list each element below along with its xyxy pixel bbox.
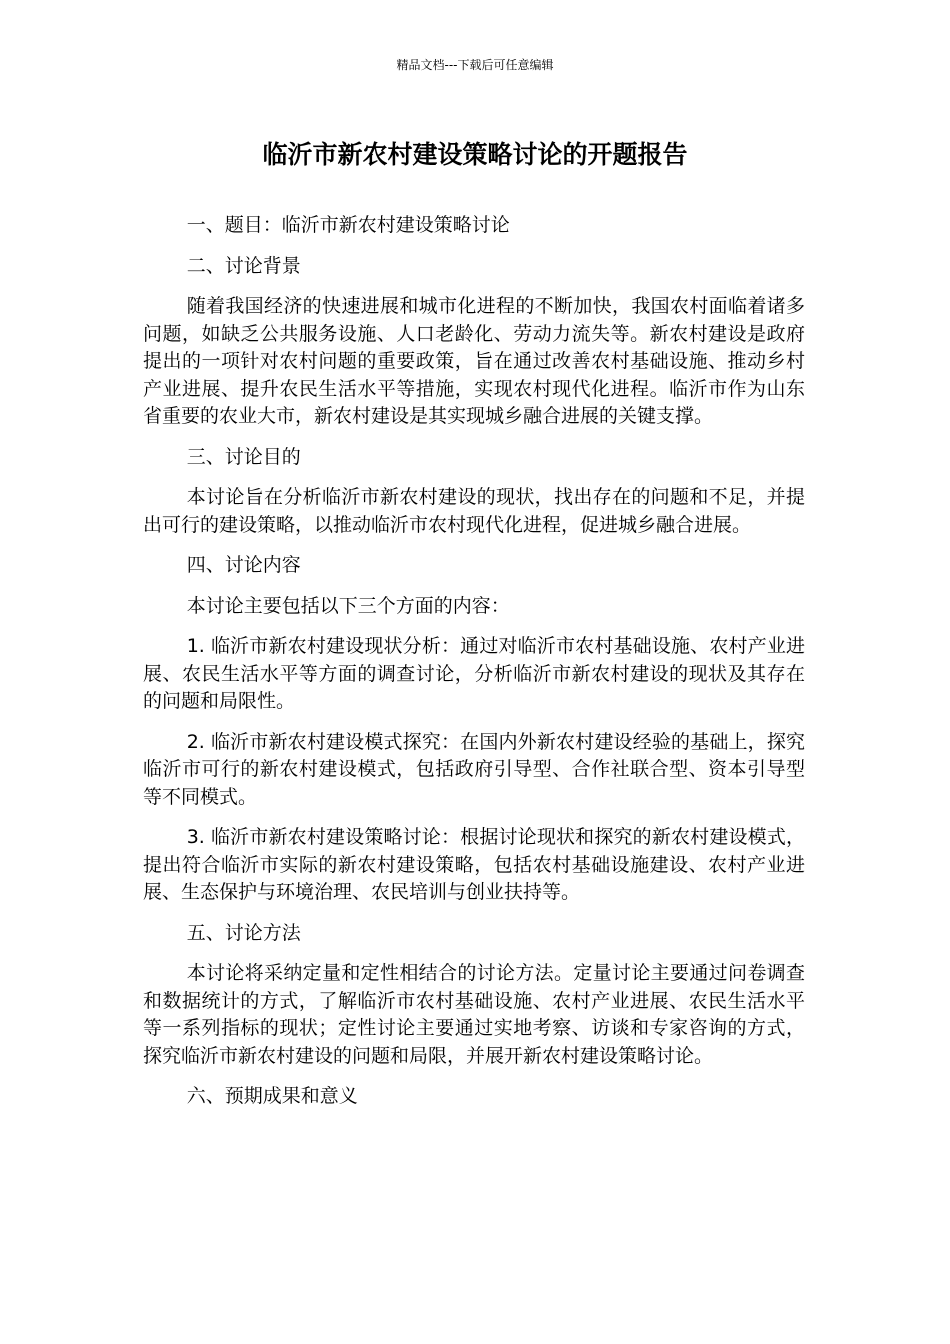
paragraph-content-intro: 本讨论主要包括以下三个方面的内容：	[186, 594, 510, 617]
section-heading-outcome: 六、预期成果和意义	[186, 1085, 358, 1107]
list-item-3: 3. 临沂市新农村建设策略讨论：根据讨论现状和探究的新农村建设模式，提出符合临沂市实际的新农村建设策略，包括农村基础设施建设、农村产业进展、生态保护与环境治理、农民培训与创业扶持等。	[143, 826, 805, 903]
paragraph-background: 随着我国经济的快速进展和城市化进程的不断加快，我国农村面临着诸多问题，如缺乏公共服务设施、人口老龄化、劳动力流失等。新农村建设是政府提出的一项针对农村问题的重要政策，旨在通过改善农村基础设施、推动乡村产业进展、提升农民生活水平等措施，实现农村现代化进程。临沂市作为山东省重要的农业大市，新农村建设是其实现城乡融合进展的关键支撑。	[143, 295, 805, 427]
section-heading-background: 二、讨论背景	[186, 254, 301, 277]
section-heading-method: 五、讨论方法	[186, 921, 301, 944]
paragraph-method: 本讨论将采纳定量和定性相结合的讨论方法。定量讨论主要通过问卷调查和数据统计的方式，了解临沂市农村基础设施、农村产业进展、农民生活水平等一系列指标的现状；定性讨论主要通过实地考察、访谈和专家咨询的方式，探究临沂市新农村建设的问题和局限，并展开新农村建设策略讨论。	[143, 962, 805, 1067]
paragraph-purpose: 本讨论旨在分析临沂市新农村建设的现状，找出存在的问题和不足，并提出可行的建设策略，以推动临沂市农村现代化进程，促进城乡融合进展。	[143, 486, 805, 536]
list-item-2: 2. 临沂市新农村建设模式探究：在国内外新农村建设经验的基础上，探究临沂市可行的新农村建设模式，包括政府引导型、合作社联合型、资本引导型等不同模式。	[143, 730, 805, 808]
section-heading-purpose: 三、讨论目的	[186, 445, 301, 468]
section-heading-content: 四、讨论内容	[186, 554, 301, 576]
document-title: 临沂市新农村建设策略讨论的开题报告	[262, 140, 688, 169]
document-body	[143, 212, 805, 1124]
page-header: 精品文档---下载后可任意编辑	[396, 58, 554, 72]
section-topic: 一、题目：临沂市新农村建设策略讨论	[186, 214, 510, 236]
list-item-1: 1. 临沂市新农村建设现状分析：通过对临沂市农村基础设施、农村产业进展、农民生活水平等方面的调查讨论，分析临沂市新农村建设的现状及其存在的问题和局限性。	[143, 635, 805, 712]
